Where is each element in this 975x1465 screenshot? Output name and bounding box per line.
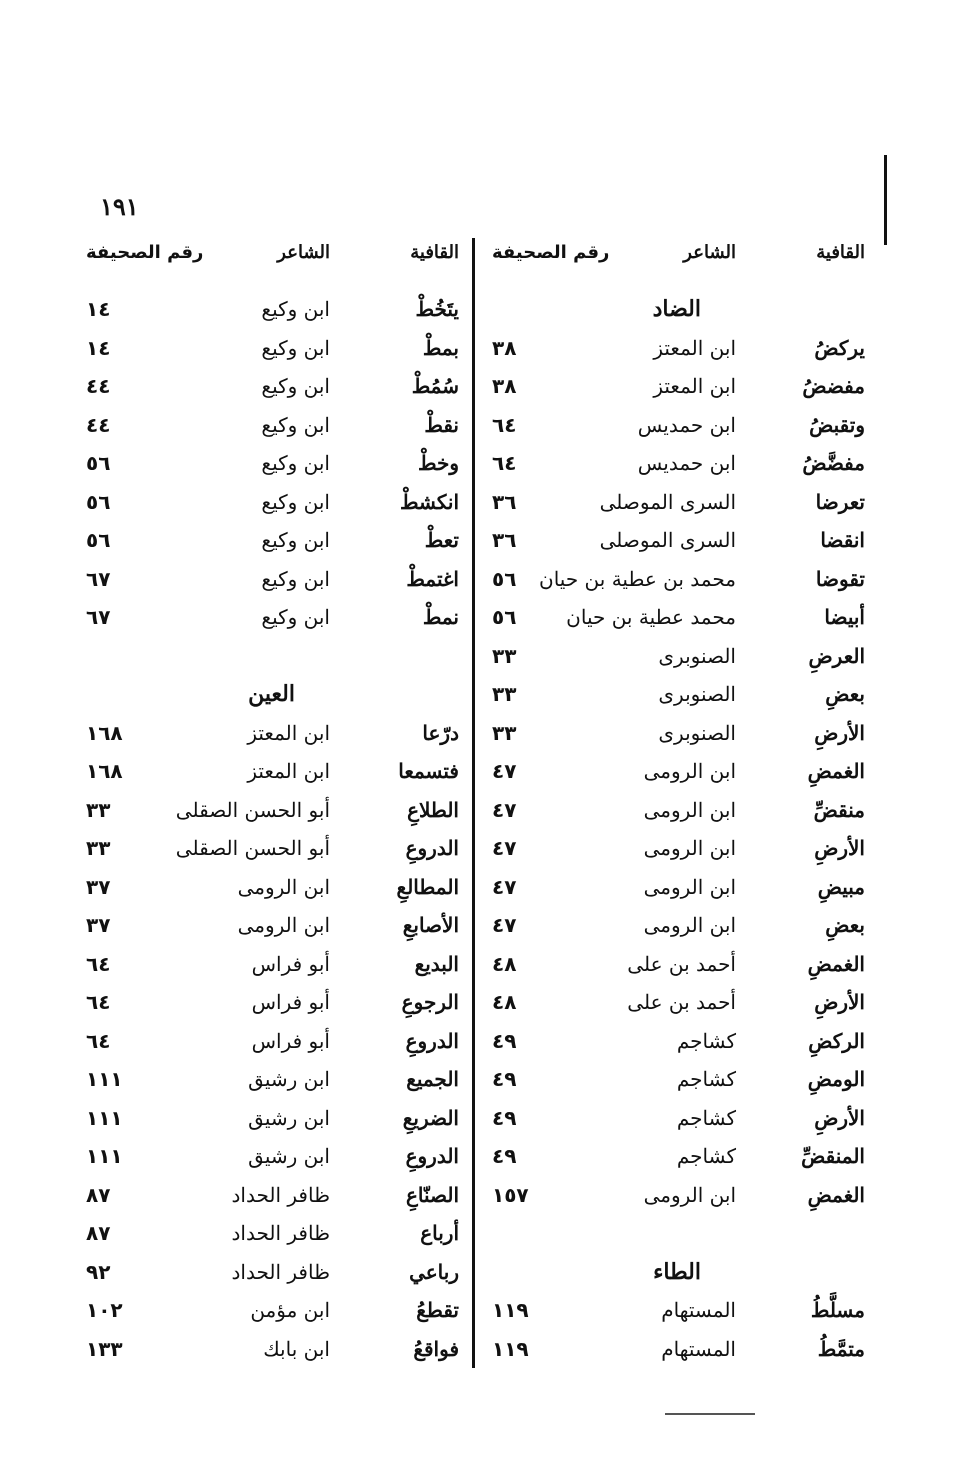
rhyme-cell: رباعي <box>409 1259 459 1284</box>
index-row <box>486 906 871 945</box>
poet-cell: أبو الحسن الصقلى <box>175 836 330 860</box>
index-row <box>80 1137 465 1176</box>
poet-cell: كشاجم <box>676 1067 736 1091</box>
page-cell: ١٠٢ <box>86 1298 123 1322</box>
header-rhyme: القافية <box>410 242 459 263</box>
rhyme-cell: تعطْ <box>424 528 459 552</box>
page-cell: ١٣٣ <box>86 1336 123 1361</box>
index-row <box>486 1137 871 1176</box>
index-row <box>80 367 465 406</box>
page-cell: ٦٤ <box>86 990 111 1014</box>
poet-cell: السرى الموصلى <box>599 489 736 514</box>
column-divider <box>472 238 475 1368</box>
poet-cell: محمد بن عطية بن حيان <box>539 566 736 591</box>
rhyme-cell: فتسمعا <box>398 759 459 783</box>
index-row <box>486 367 871 406</box>
rhyme-cell: الأرضِ <box>814 720 865 745</box>
poet-cell: ابن الرومى <box>643 836 736 860</box>
rhyme-cell: الومضِ <box>807 1067 865 1091</box>
rhyme-cell: الأصابعِ <box>402 913 459 937</box>
page-cell: ٣٧ <box>86 913 111 937</box>
index-row <box>80 945 465 984</box>
index-row <box>486 637 871 676</box>
rhyme-cell: الركضِ <box>808 1028 865 1053</box>
rhyme-cell: وخطْ <box>417 451 459 475</box>
page-cell: ٤٩ <box>492 1028 517 1053</box>
page-cell: ٣٣ <box>86 836 111 860</box>
index-row <box>486 444 871 483</box>
page-cell: ٦٤ <box>492 412 517 437</box>
index-row <box>80 791 465 830</box>
page-cell: ١١٩ <box>492 1298 529 1322</box>
poet-cell: ابن رشيق <box>248 1144 330 1168</box>
index-row <box>80 1176 465 1215</box>
poet-cell: ابن وكيع <box>261 374 330 398</box>
poet-cell: ابن بابك <box>263 1336 330 1361</box>
left-column <box>80 238 465 1368</box>
poet-cell: أحمد بن على <box>627 990 736 1014</box>
page-cell: ١٦٨ <box>86 720 123 745</box>
rhyme-cell: اغتمطْ <box>406 566 459 591</box>
poet-cell: ابن الرومى <box>643 797 736 822</box>
page-cell: ١٦٨ <box>86 759 123 783</box>
index-row <box>80 406 465 445</box>
index-row <box>486 945 871 984</box>
page-cell: ٥٦ <box>492 605 517 629</box>
poet-cell: ابن وكيع <box>261 528 330 552</box>
poet-cell: أبو فراس <box>251 951 330 976</box>
page-cell: ٥٦ <box>492 566 517 591</box>
rhyme-cell: مفضضُ <box>802 374 865 398</box>
index-row <box>486 675 871 714</box>
index-row <box>80 598 465 637</box>
index-row <box>486 714 871 753</box>
index-row <box>486 983 871 1022</box>
rhyme-cell: الغمضِ <box>807 1182 865 1207</box>
rhyme-cell: درّعا <box>422 720 459 745</box>
poet-cell: ابن وكيع <box>261 605 330 629</box>
page-cell: ٤٩ <box>492 1144 517 1168</box>
index-row <box>80 1060 465 1099</box>
page-cell: ٣٧ <box>86 874 111 899</box>
poet-cell: ابن وكيع <box>261 297 330 321</box>
page-cell: ٤٤ <box>86 374 111 398</box>
page-cell: ٣٨ <box>492 335 517 360</box>
page-cell: ٤٧ <box>492 913 517 937</box>
poet-cell: ابن الرومى <box>643 759 736 783</box>
page-cell: ٦٤ <box>492 451 517 475</box>
index-row <box>80 521 465 560</box>
rhyme-cell: الدروعِ <box>405 1028 459 1053</box>
header-poet: الشاعر <box>683 242 736 263</box>
poet-cell: الصنوبرى <box>658 720 736 745</box>
rhyme-cell: الضريعِ <box>402 1105 459 1130</box>
poet-cell: ابن وكيع <box>261 412 330 437</box>
page-cell: ١٥٧ <box>492 1182 529 1207</box>
poet-cell: ابن مؤمن <box>250 1298 330 1322</box>
index-row <box>486 868 871 907</box>
poet-cell: ابن الرومى <box>643 1182 736 1207</box>
rhyme-cell: تعرضا <box>815 489 865 514</box>
section-title: الضاد <box>652 296 701 322</box>
index-row <box>486 1022 871 1061</box>
poet-cell: ابن وكيع <box>261 489 330 514</box>
index-row <box>80 1099 465 1138</box>
index-row <box>80 1214 465 1253</box>
header-page: رقم الصحيفة <box>492 242 610 263</box>
page-cell: ١١١ <box>86 1144 123 1168</box>
rhyme-cell: المطالعِ <box>396 874 459 899</box>
rhyme-cell: الأرضِ <box>814 836 865 860</box>
rhyme-cell: يتَخُطْ <box>415 297 459 321</box>
index-row <box>486 598 871 637</box>
left-ayn-rows <box>80 714 465 1369</box>
rhyme-cell: مفضَّضُ <box>802 451 865 475</box>
header-page: رقم الصحيفة <box>86 242 204 263</box>
poet-cell: أبو فراس <box>251 1028 330 1053</box>
bottom-mark <box>665 1413 755 1415</box>
rhyme-cell: الدروعِ <box>405 836 459 860</box>
left-ta-rows <box>80 290 465 637</box>
rhyme-cell: بعضِ <box>825 682 865 706</box>
rhyme-cell: بمطْ <box>422 335 459 360</box>
rhyme-cell: انقضا <box>820 528 865 552</box>
rhyme-cell: منقضِّ <box>813 797 865 822</box>
page-cell: ١١٩ <box>492 1336 529 1361</box>
poet-cell: ظافر الحداد <box>231 1259 330 1284</box>
poet-cell: ظافر الحداد <box>231 1221 330 1245</box>
page-cell: ٤٧ <box>492 874 517 899</box>
poet-cell: ابن وكيع <box>261 335 330 360</box>
poet-cell: ابن المعتز <box>247 720 330 745</box>
poet-cell: كشاجم <box>676 1028 736 1053</box>
spacer <box>486 1214 871 1253</box>
poet-cell: المستهام <box>661 1336 736 1361</box>
rhyme-cell: بعضِ <box>825 913 865 937</box>
poet-cell: ظافر الحداد <box>231 1182 330 1207</box>
section-heading-dad <box>486 290 871 329</box>
index-row <box>80 829 465 868</box>
page-cell: ٤٧ <box>492 836 517 860</box>
page-cell: ٣٣ <box>492 720 517 745</box>
poet-cell: ابن حمديس <box>637 451 736 475</box>
index-row <box>486 521 871 560</box>
poet-cell: ابن المعتز <box>653 335 736 360</box>
poet-cell: ابن رشيق <box>248 1067 330 1091</box>
page-cell: ٥٦ <box>86 489 111 514</box>
rhyme-cell: نمطْ <box>422 605 459 629</box>
rhyme-cell: سُمُطْ <box>411 374 459 398</box>
index-row <box>486 791 871 830</box>
poet-cell: ابن حمديس <box>637 412 736 437</box>
page-cell: ٤٨ <box>492 951 517 976</box>
index-row <box>80 329 465 368</box>
page-cell: ٥٦ <box>86 528 111 552</box>
rhyme-cell: تقوضا <box>815 566 865 591</box>
poet-cell: السرى الموصلى <box>599 528 736 552</box>
index-row <box>80 906 465 945</box>
rhyme-cell: مبيضِ <box>817 874 865 899</box>
page-cell: ٣٦ <box>492 489 517 514</box>
section-heading-ayn <box>80 675 465 714</box>
index-row <box>80 983 465 1022</box>
index-row <box>486 560 871 599</box>
index-row <box>486 1099 871 1138</box>
poet-cell: الصنوبرى <box>658 643 736 668</box>
section-title: العين <box>248 681 295 707</box>
top-right-rule <box>884 155 887 245</box>
index-row <box>80 444 465 483</box>
rhyme-cell: يركضُ <box>814 335 865 360</box>
rhyme-cell: المنقضِّ <box>801 1144 865 1168</box>
rhyme-cell: العرضِ <box>808 643 865 668</box>
page-cell: ٩٢ <box>86 1259 111 1284</box>
poet-cell: المستهام <box>661 1298 736 1322</box>
index-row <box>80 1253 465 1292</box>
index-row <box>486 406 871 445</box>
rhyme-cell: تقطعُ <box>416 1298 459 1322</box>
poet-cell: أحمد بن على <box>627 951 736 976</box>
rhyme-cell: فواقعُ <box>413 1336 459 1361</box>
poet-cell: ابن الرومى <box>237 874 330 899</box>
rhyme-cell: الدروعِ <box>405 1144 459 1168</box>
right-column-header <box>486 238 871 280</box>
page-cell: ٣٦ <box>492 528 517 552</box>
page-cell: ٤٨ <box>492 990 517 1014</box>
rhyme-cell: الغمضِ <box>807 951 865 976</box>
poet-cell: ابن المعتز <box>247 759 330 783</box>
page-cell: ٨٧ <box>86 1182 111 1207</box>
rhyme-cell: أرباع <box>420 1221 459 1245</box>
page-cell: ٤٧ <box>492 759 517 783</box>
index-row <box>80 752 465 791</box>
poet-cell: أبو الحسن الصقلى <box>175 797 330 822</box>
poet-cell: محمد عطية بن حيان <box>566 605 736 629</box>
page-number: ١٩١ <box>100 192 139 221</box>
page-cell: ٣٣ <box>492 682 517 706</box>
rhyme-cell: أبيضا <box>824 605 865 629</box>
page-cell: ٦٧ <box>86 566 111 591</box>
poet-cell: كشاجم <box>676 1144 736 1168</box>
page-cell: ٦٤ <box>86 1028 111 1053</box>
rhyme-cell: نقطْ <box>424 412 459 437</box>
poet-cell: ابن رشيق <box>248 1105 330 1130</box>
page-cell: ٦٤ <box>86 951 111 976</box>
page-cell: ١١١ <box>86 1105 123 1130</box>
page-cell: ٤٩ <box>492 1105 517 1130</box>
index-row <box>486 1060 871 1099</box>
index-row <box>80 868 465 907</box>
rhyme-cell: الصنّاعِ <box>405 1182 459 1207</box>
rhyme-cell: انكشطْ <box>400 489 459 514</box>
page-cell: ١١١ <box>86 1067 123 1091</box>
index-row <box>80 714 465 753</box>
rhyme-cell: وتقبضُ <box>809 412 865 437</box>
index-row <box>80 1022 465 1061</box>
index-row <box>486 329 871 368</box>
index-row <box>80 483 465 522</box>
index-row <box>486 1176 871 1215</box>
poet-cell: ابن الرومى <box>643 913 736 937</box>
rhyme-cell: الطلاعِ <box>407 797 459 822</box>
right-ta-rows <box>486 1291 871 1368</box>
poet-cell: ابن الرومى <box>237 913 330 937</box>
page-cell: ٦٧ <box>86 605 111 629</box>
index-row <box>486 752 871 791</box>
rhyme-cell: الأرضِ <box>814 1105 865 1130</box>
page-cell: ٣٣ <box>86 797 111 822</box>
index-row <box>486 1291 871 1330</box>
page-cell: ٨٧ <box>86 1221 111 1245</box>
spacer <box>80 637 465 676</box>
index-row <box>80 1330 465 1369</box>
rhyme-cell: مسلَّطُ <box>810 1298 865 1322</box>
right-dad-rows <box>486 329 871 1215</box>
poet-cell: أبو فراس <box>251 990 330 1014</box>
page-cell: ٣٣ <box>492 643 517 668</box>
section-heading-ta <box>486 1253 871 1292</box>
rhyme-cell: الجميع <box>406 1067 459 1091</box>
poet-cell: ابن المعتز <box>653 374 736 398</box>
poet-cell: الصنوبرى <box>658 682 736 706</box>
rhyme-cell: الغمضِ <box>807 759 865 783</box>
right-column <box>486 238 871 1368</box>
index-row <box>80 290 465 329</box>
header-rhyme: القافية <box>816 242 865 263</box>
page-cell: ٥٦ <box>86 451 111 475</box>
poet-cell: ابن الرومى <box>643 874 736 899</box>
header-poet: الشاعر <box>277 242 330 263</box>
section-title: الطاء <box>653 1258 701 1285</box>
page-cell: ١٤ <box>86 297 111 321</box>
poet-cell: ابن وكيع <box>261 451 330 475</box>
page-cell: ٤٧ <box>492 797 517 822</box>
rhyme-cell: البديع <box>414 951 459 976</box>
page-cell: ٤٩ <box>492 1067 517 1091</box>
index-row <box>486 483 871 522</box>
index-row <box>486 1330 871 1369</box>
rhyme-cell: الرجوعِ <box>401 990 459 1014</box>
rhyme-cell: متمَّطُ <box>817 1336 865 1361</box>
poet-cell: كشاجم <box>676 1105 736 1130</box>
page-cell: ٣٨ <box>492 374 517 398</box>
index-row <box>80 560 465 599</box>
rhyme-cell: الأرضِ <box>814 990 865 1014</box>
page-cell: ١٤ <box>86 335 111 360</box>
left-column-header <box>80 238 465 280</box>
poet-cell: ابن وكيع <box>261 566 330 591</box>
index-row <box>486 829 871 868</box>
index-row <box>80 1291 465 1330</box>
page-cell: ٤٤ <box>86 412 111 437</box>
